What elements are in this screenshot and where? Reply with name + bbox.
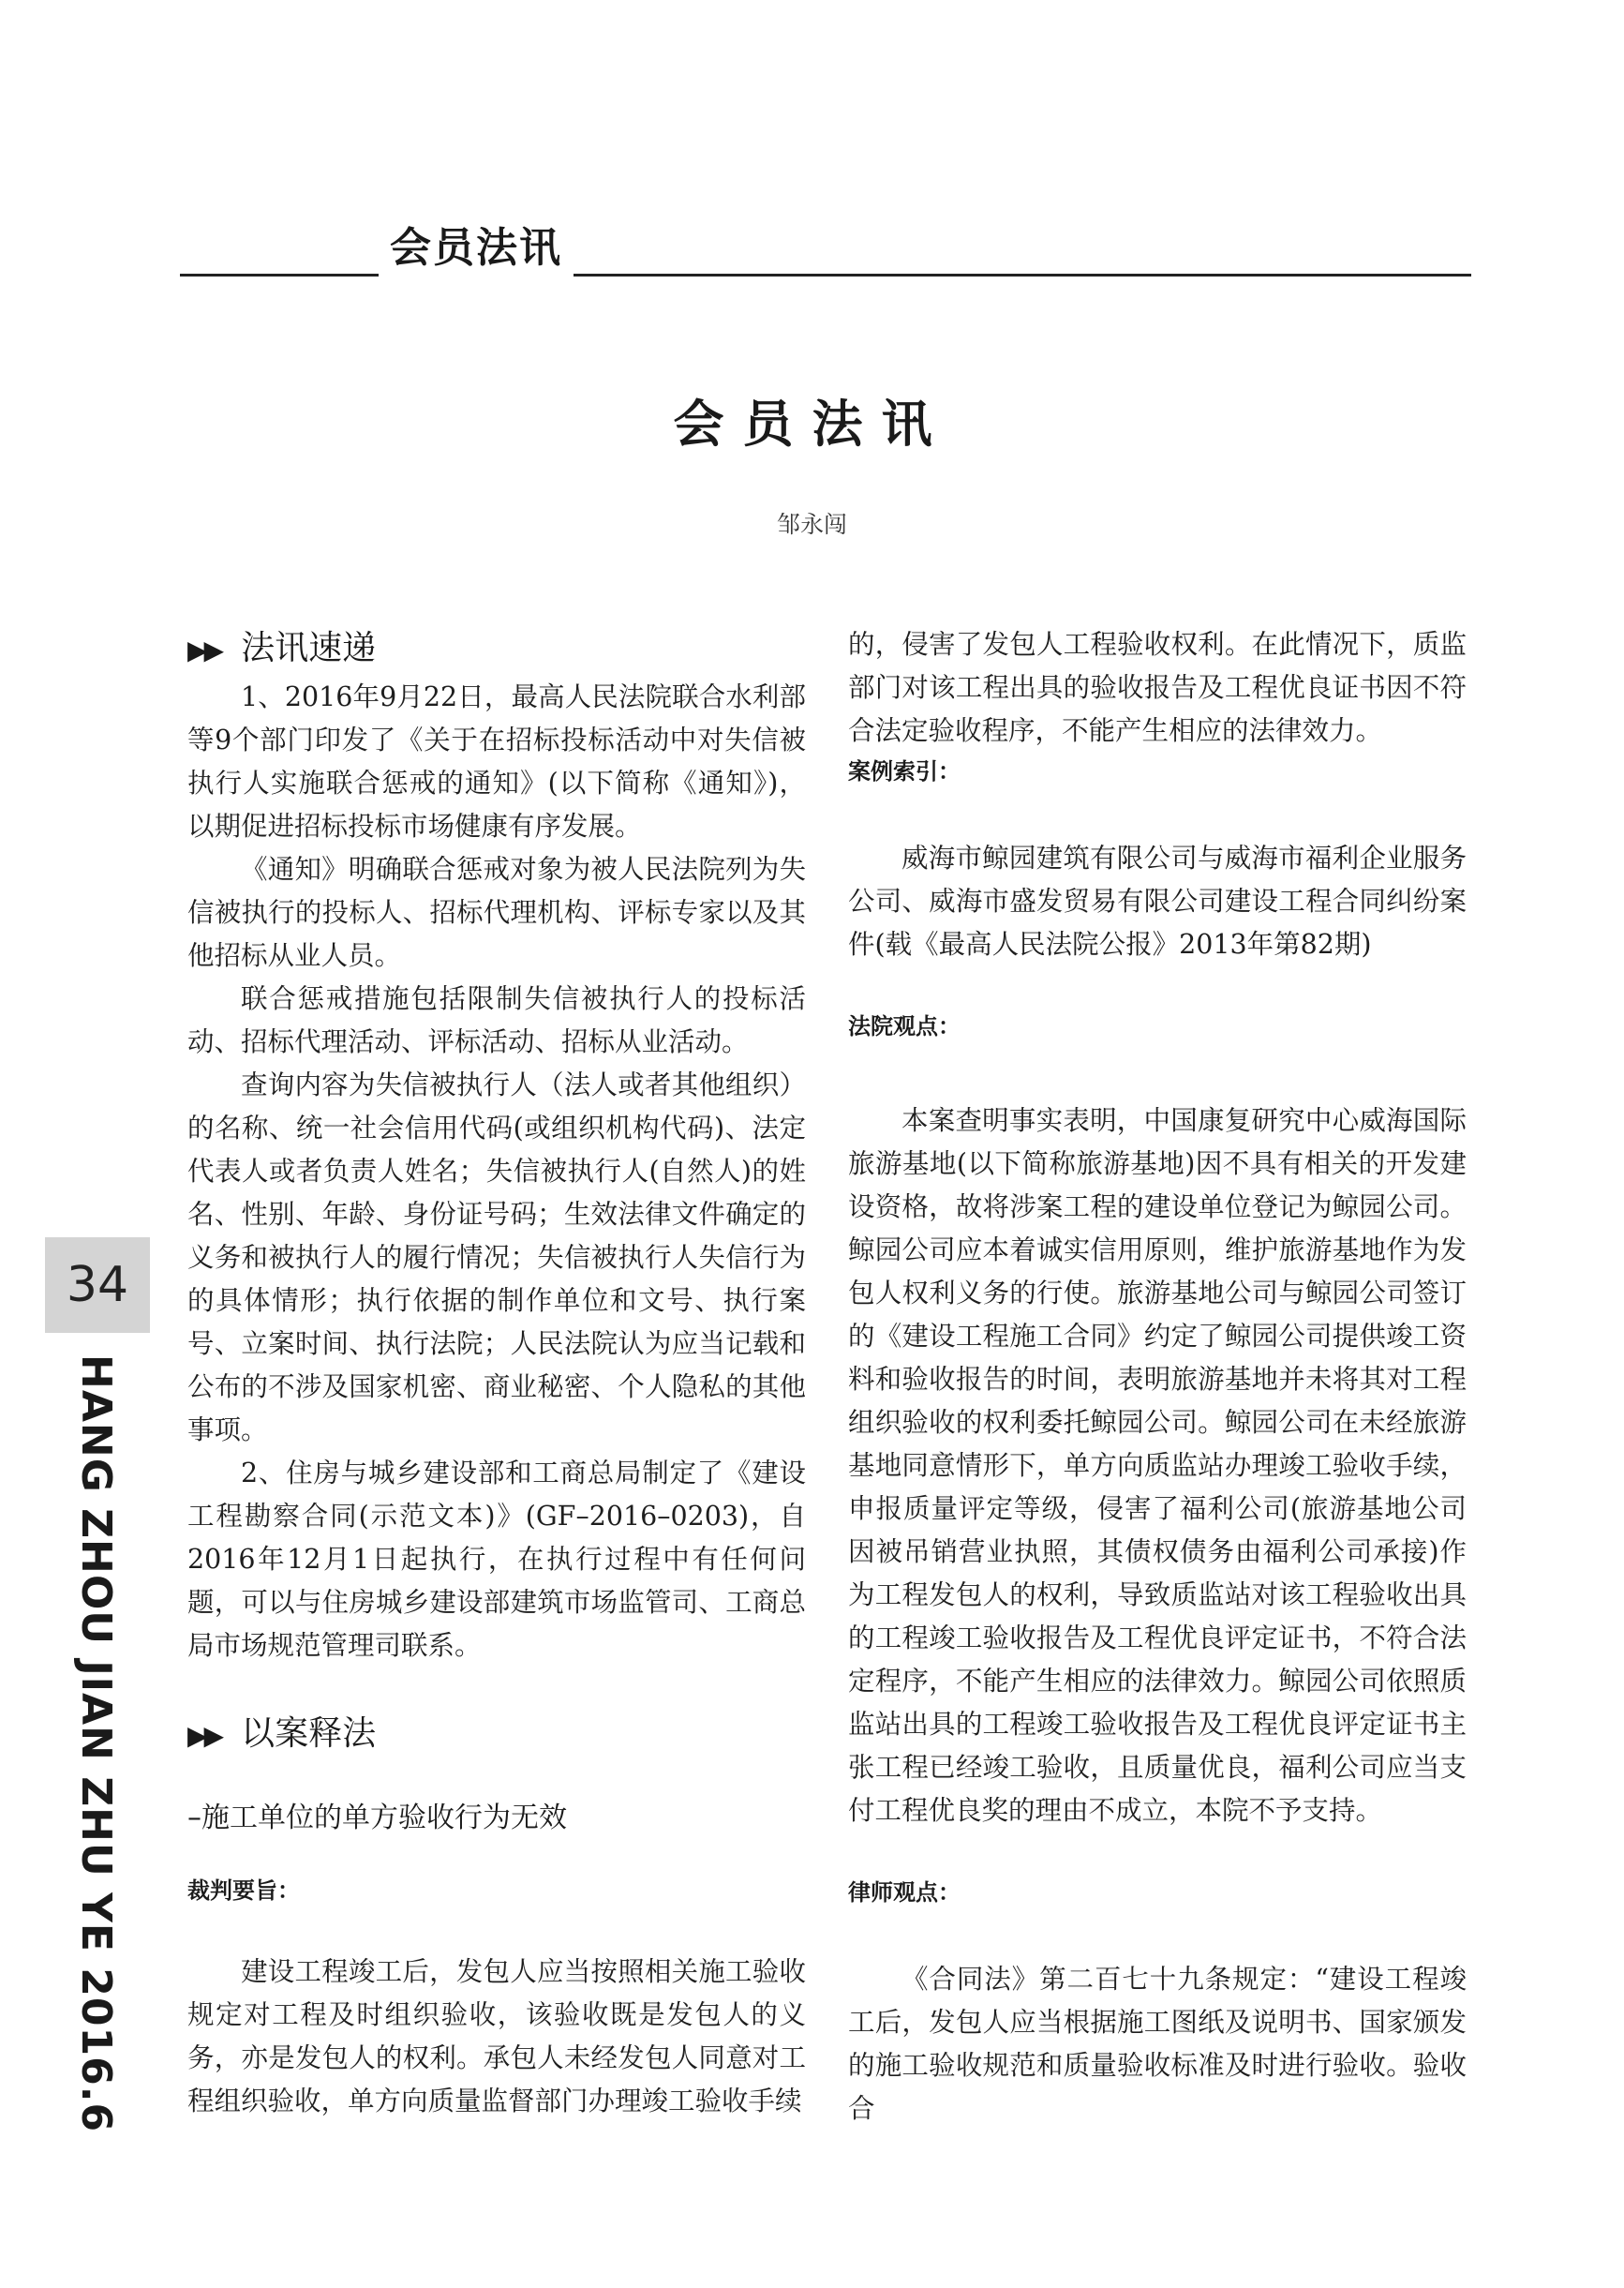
case-title: –施工单位的单方验收行为无效 bbox=[187, 1802, 567, 1834]
section-heading-cases bbox=[187, 1709, 806, 1761]
section-heading-news bbox=[187, 623, 806, 676]
paragraph: 1、2016年9月22日，最高人民法院联合水利部等9个部门印发了《关于在招标投标活动中对失信被执行人实施联合惩戒的通知》(以下简称《通知》)，以期促进招标投标市场健康有序发展。 bbox=[187, 681, 806, 842]
paragraph: 的，侵害了发包人工程验收权利。在此情况下，质监部门对该工程出具的验收报告及工程优良证书因不符合法定验收程序，不能产生相应的法律效力。 bbox=[848, 629, 1467, 746]
section-heading-label: 以案释法 bbox=[241, 1714, 377, 1753]
paragraph: 《通知》明确联合惩戒对象为被人民法院列为失信被执行的投标人、招标代理机构、评标专家以及其他招标从业人员。 bbox=[187, 854, 806, 971]
paragraph: 联合惩戒措施包括限制失信被执行人的投标活动、招标代理活动、评标活动、招标从业活动。 bbox=[187, 983, 806, 1057]
paragraph: 本案查明事实表明，中国康复研究中心威海国际旅游基地(以下简称旅游基地)因不具有相关的开发建设资格，故将涉案工程的建设单位登记为鲸园公司。鲸园公司应本着诚实信用原则，维护旅游基地作为发包人权利义务的行使。旅游基地公司与鲸园公司签订的《建设工程施工合同》约定了鲸园公司提供竣工资料和验收报告的时间，表明旅游基地并未将其对工程组织验收的权利委托鲸园公司。鲸园公司在未经旅游基地同意情形下，单方向质监站办理竣工验收手续，申报质量评定等级，侵害了福利公司(旅游基地公司因被吊销营业执照，其债权债务由福利公司承接)作为工程发包人的权利，导致质监站对该工程验收出具的工程竣工验收报告及工程优良评定证书，不符合法定程序，不能产生相应的法律效力。鲸园公司依照质监站出具的工程竣工验收报告及工程优良评定证书主张工程已经竣工验收，且质量优良，福利公司应当支付工程优良奖的理由不成立，本院不予支持。 bbox=[848, 1105, 1467, 1826]
court-opinion-heading: 法院观点： bbox=[848, 1013, 961, 1039]
article-author: 邹永闯 bbox=[776, 511, 847, 538]
judgment-summary-heading: 裁判要旨： bbox=[187, 1877, 300, 1904]
paragraph: 威海市鲸园建筑有限公司与威海市福利企业服务公司、威海市盛发贸易有限公司建设工程合同纠纷案件(载《最高人民法院公报》2013年第82期) bbox=[848, 843, 1467, 960]
page-number-tab: 34 bbox=[45, 1237, 150, 1333]
journal-vertical-label: HANG ZHOU JIAN ZHU YE 2016.6 bbox=[72, 1354, 120, 2133]
double-arrow-icon: ▶▶ bbox=[187, 1720, 221, 1751]
header-rule-left bbox=[180, 274, 379, 277]
double-arrow-icon: ▶▶ bbox=[187, 635, 221, 665]
paragraph: 2、住房与城乡建设部和工商总局制定了《建设工程勘察合同(示范文本)》(GF–2016–0203)，自2016年12月1日起执行，在执行过程中有任何问题，可以与住房城乡建设部建筑市场监管司、工商总局市场规范管理司联系。 bbox=[187, 1458, 806, 1661]
running-header bbox=[180, 214, 1471, 279]
article-title: 会员法讯 bbox=[673, 395, 951, 454]
right-column bbox=[848, 623, 1467, 2131]
header-rule-right bbox=[574, 274, 1471, 277]
paragraph: 《合同法》第二百七十九条规定：“建设工程竣工后，发包人应当根据施工图纸及说明书、国家颁发的施工验收规范和质量验收标准及时进行验收。验收合 bbox=[848, 1964, 1467, 2124]
lawyer-opinion-heading: 律师观点： bbox=[848, 1879, 961, 1906]
paragraph: 建设工程竣工后，发包人应当按照相关施工验收规定对工程及时组织验收，该验收既是发包人的义务，亦是发包人的权利。承包人未经发包人同意对工程组织验收，单方向质量监督部门办理竣工验收手续 bbox=[187, 1956, 806, 2116]
case-index-heading: 案例索引： bbox=[848, 758, 961, 785]
section-heading-label: 法讯速递 bbox=[241, 629, 377, 667]
header-title: 会员法讯 bbox=[390, 224, 562, 272]
left-column bbox=[187, 623, 806, 2123]
paragraph: 查询内容为失信被执行人（法人或者其他组织）的名称、统一社会信用代码(或组织机构代码)、法定代表人或者负责人姓名；失信被执行人(自然人)的姓名、性别、年龄、身份证号码；生效法律文件确定的义务和被执行人的履行情况；失信被执行人失信行为的具体情形；执行依据的制作单位和文号、执行案号、立案时间、执行法院；人民法院认为应当记载和公布的不涉及国家机密、商业秘密、个人隐私的其他事项。 bbox=[187, 1069, 806, 1445]
